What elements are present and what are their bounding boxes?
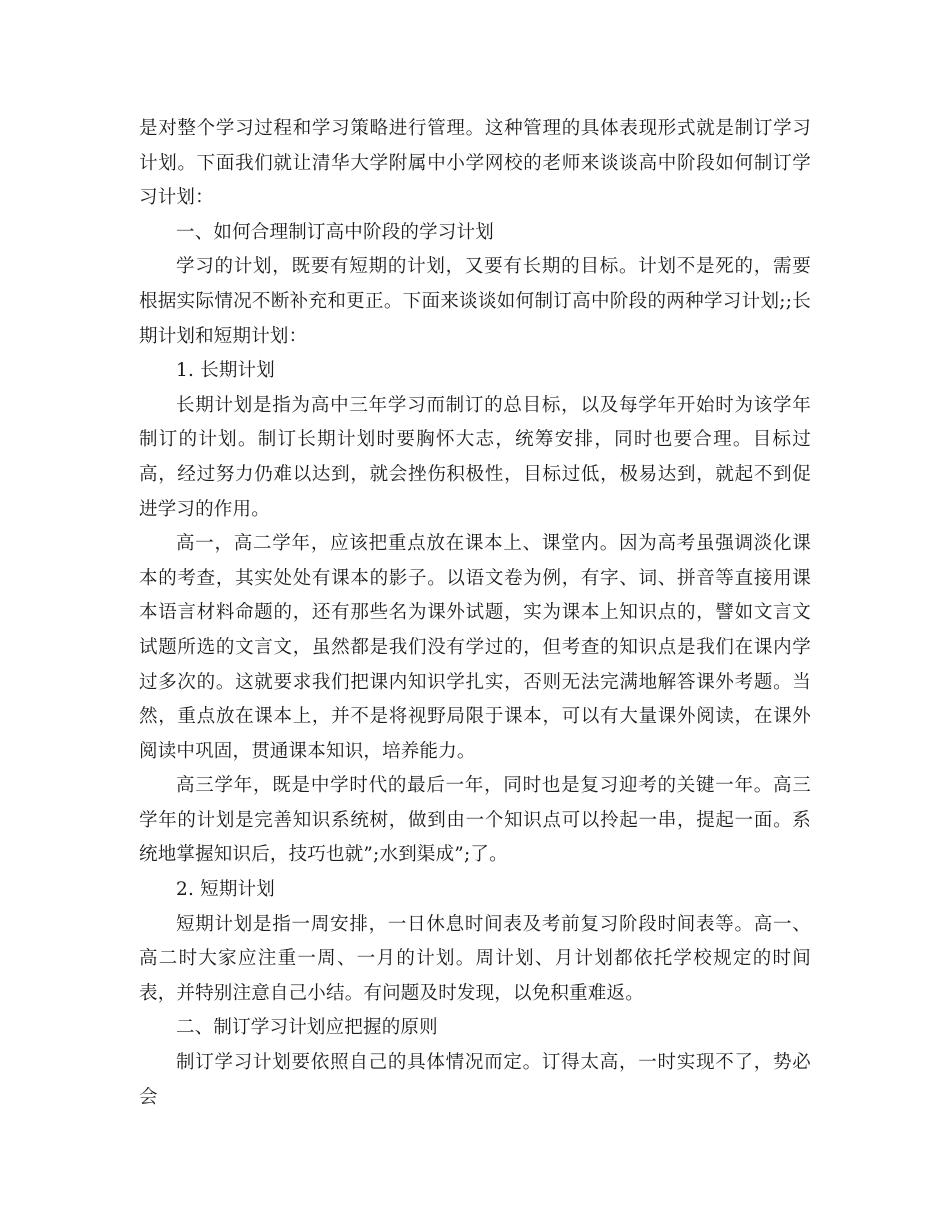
paragraph-long-term-definition: 长期计划是指为高中三年学习而制订的总目标，以及每学年开始时为该学年制订的计划。制订长期计划时要胸怀大志，统筹安排，同时也要合理。目标过高，经过努力仍难以达到，就会挫伤积极性，目标过低，极易达到，就起不到促进学习的作用。 <box>139 394 811 520</box>
paragraph-grade-three: 高三学年，既是中学时代的最后一年，同时也是复习迎考的关键一年。高三学年的计划是完善知识系统树，做到由一个知识点可以拎起一串，提起一面。系统地掌握知识后，技巧也就”;水到渠成”;了。 <box>139 775 811 866</box>
section-heading-1: 一、如何合理制订高中阶段的学习计划 <box>176 221 494 243</box>
subheading-long-term-plan: 1. 长期计划 <box>176 360 275 382</box>
document-body <box>139 112 811 1115</box>
paragraph-principles-start: 制订学习计划要依照自己的具体情况而定。订得太高，一时实现不了，势必会 <box>139 1052 811 1108</box>
paragraph-plan-overview: 学习的计划，既要有短期的计划，又要有长期的目标。计划不是死的，需要根据实际情况不断补充和更正。下面来谈谈如何制订高中阶段的两种学习计划;;长期计划和短期计划： <box>139 256 811 347</box>
subheading-short-term-plan: 2. 短期计划 <box>176 879 275 901</box>
paragraph-grade-one-two: 高一，高二学年，应该把重点放在课本上、课堂内。因为高考虽强调淡化课本的考查，其实处处有课本的影子。以语文卷为例，有字、词、拼音等直接用课本语言材料命题的，还有那些名为课外试题，实为课本上知识点的，譬如文言文试题所选的文言文，虽然都是我们没有学过的，但考查的知识点是我们在课内学过多次的。这就要求我们把课内知识学扎实，否则无法完满地解答课外考题。当然，重点放在课本上，并不是将视野局限于课本，可以有大量课外阅读，在课外阅读中巩固，贯通课本知识，培养能力。 <box>139 533 811 762</box>
paragraph-intro-continuation: 是对整个学习过程和学习策略进行管理。这种管理的具体表现形式就是制订学习计划。下面我们就让清华大学附属中小学网校的老师来谈谈高中阶段如何制订学习计划： <box>139 118 811 209</box>
paragraph-short-term-definition: 短期计划是指一周安排，一日休息时间表及考前复习阶段时间表等。高一、高二时大家应注重一周、一月的计划。周计划、月计划都依托学校规定的时间表，并特别注意自己小结。有问题及时发现，以免积重难返。 <box>139 913 811 1004</box>
section-heading-2: 二、制订学习计划应把握的原则 <box>176 1017 438 1039</box>
